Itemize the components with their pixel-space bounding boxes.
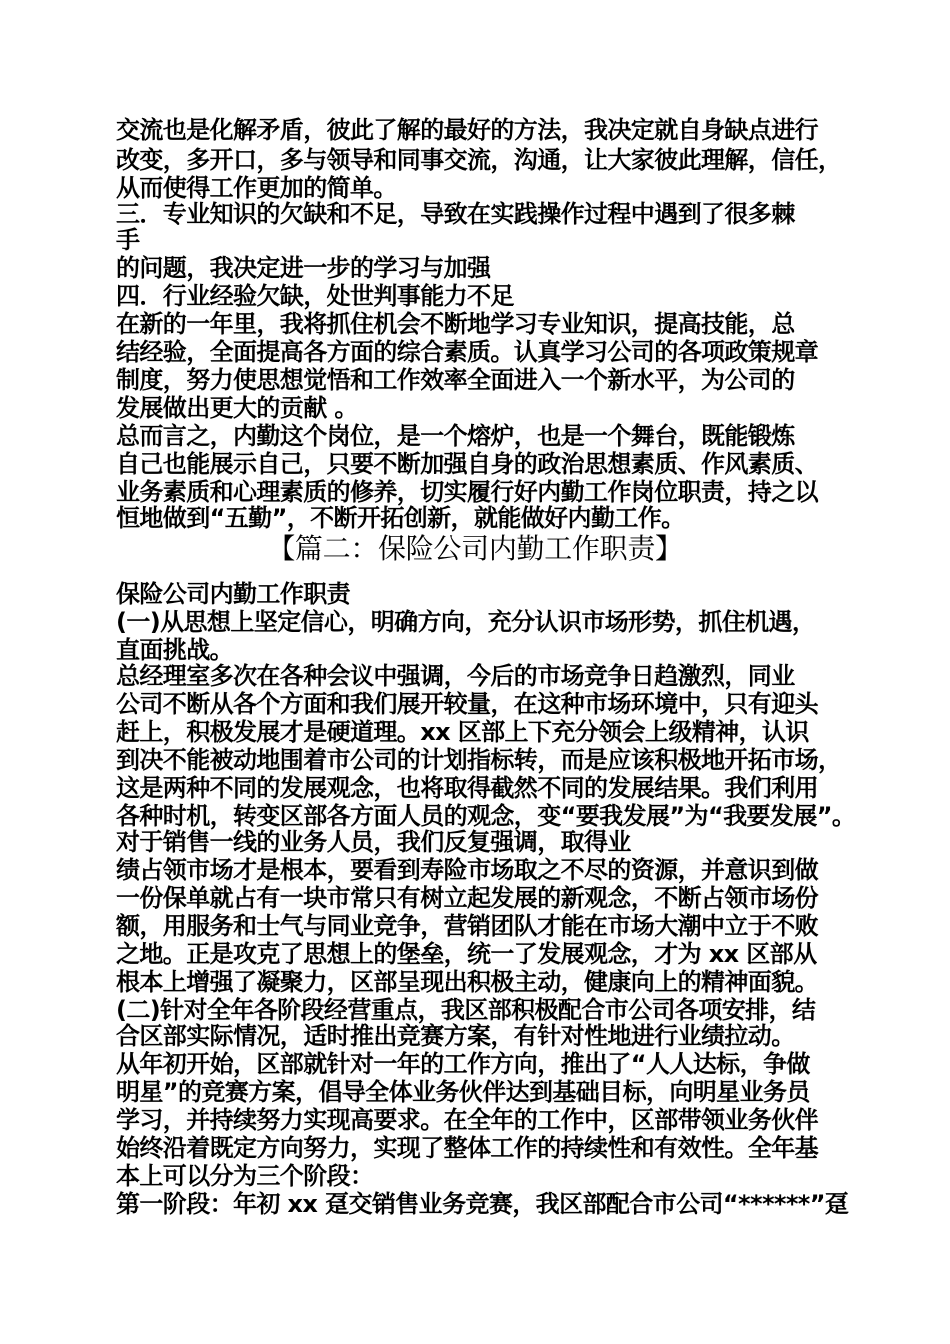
text-line: 从而使得工作更加的简单。 <box>116 174 397 202</box>
text-line: 明星”的竞赛方案，倡导全体业务伙伴达到基础目标，向明星业务员 <box>116 1078 810 1106</box>
text-line: 本上可以分为三个阶段： <box>116 1162 374 1190</box>
text-line: 到决不能被动地围着市公司的计划指标转，而是应该积极地开拓市场， <box>116 746 842 774</box>
text-line: 始终沿着既定方向努力，实现了整体工作的持续性和有效性。全年基 <box>116 1134 818 1162</box>
text-line: 三．专业知识的欠缺和不足，导致在实践操作过程中遇到了很多棘 <box>116 200 795 228</box>
text-line: 结经验，全面提高各方面的综合素质。认真学习公司的各项政策规章 <box>116 338 818 366</box>
text-line: 赶上，积极发展才是硬道理。xx 区部上下充分领会上级精神，认识 <box>116 718 809 746</box>
text-line: 恒地做到“五勤”，不断开拓创新，就能做好内勤工作。 <box>116 504 685 532</box>
text-line: 对于销售一线的业务人员，我们反复强调，取得业 <box>116 828 631 856</box>
text-line: 合区部实际情况，适时推出竞赛方案，有针对性地进行业绩拉动。 <box>116 1022 795 1050</box>
text-line: 之地。正是攻克了思想上的堡垒，统一了发展观念，才为 xx 区部从 <box>116 940 817 968</box>
text-line: 根本上增强了凝聚力，区部呈现出积极主动，健康向上的精神面貌。 <box>116 968 818 996</box>
text-line: 制度，努力使思想觉悟和工作效率全面进入一个新水平，为公司的 <box>116 366 795 394</box>
text-line: 保险公司内勤工作职责 <box>116 580 350 608</box>
text-line: (一)从思想上坚定信心，明确方向，充分认识市场形势，抓住机遇， <box>116 608 816 636</box>
text-line: 的问题，我决定进一步的学习与加强 <box>116 254 491 282</box>
text-line: 额，用服务和士气与同业竞争，营销团队才能在市场大潮中立于不败 <box>116 912 818 940</box>
text-line: 改变，多开口，多与领导和同事交流，沟通，让大家彼此理解，信任， <box>116 146 842 174</box>
text-line: 自己也能展示自己，只要不断加强自身的政治思想素质、作风素质、 <box>116 450 818 478</box>
text-line: 各种时机，转变区部各方面人员的观念，变“要我发展”为“我要发展”。 <box>116 802 856 830</box>
text-line: 这是两种不同的发展观念，也将取得截然不同的发展结果。我们利用 <box>116 774 818 802</box>
text-line: 从年初开始，区部就针对一年的工作方向，推出了“人人达标，争做 <box>116 1050 810 1078</box>
text-line: 发展做出更大的贡献 。 <box>116 394 358 422</box>
text-line: 直面挑战。 <box>116 636 233 664</box>
text-line: 公司不断从各个方面和我们展开较量，在这种市场环境中，只有迎头 <box>116 690 818 718</box>
text-line: 交流也是化解矛盾，彼此了解的最好的方法，我决定就自身缺点进行 <box>116 116 818 144</box>
text-line: 业务素质和心理素质的修养，切实履行好内勤工作岗位职责，持之以 <box>116 478 818 506</box>
text-line: 总经理室多次在各种会议中强调，今后的市场竞争日趋激烈，同业 <box>116 662 795 690</box>
text-line: 一份保单就占有一块市常只有树立起发展的新观念，不断占领市场份 <box>116 884 818 912</box>
text-line: 绩占领市场才是根本，要看到寿险市场取之不尽的资源，并意识到做 <box>116 856 818 884</box>
text-line: 第一阶段：年初 xx 趸交销售业务竞赛，我区部配合市公司“******”趸 <box>116 1190 849 1218</box>
text-line: 总而言之，内勤这个岗位，是一个熔炉，也是一个舞台，既能锻炼 <box>116 422 795 450</box>
section-heading: 【篇二：保险公司内勤工作职责】 <box>267 532 683 565</box>
text-line: (二)针对全年各阶段经营重点，我区部积极配合市公司各项安排，结 <box>116 996 816 1024</box>
text-line: 手 <box>116 226 140 254</box>
text-line: 在新的一年里，我将抓住机会不断地学习专业知识，提高技能，总 <box>116 310 795 338</box>
text-line: 四．行业经验欠缺，处世判事能力不足 <box>116 282 514 310</box>
text-line: 学习，并持续努力实现高要求。在全年的工作中，区部带领业务伙伴 <box>116 1106 818 1134</box>
